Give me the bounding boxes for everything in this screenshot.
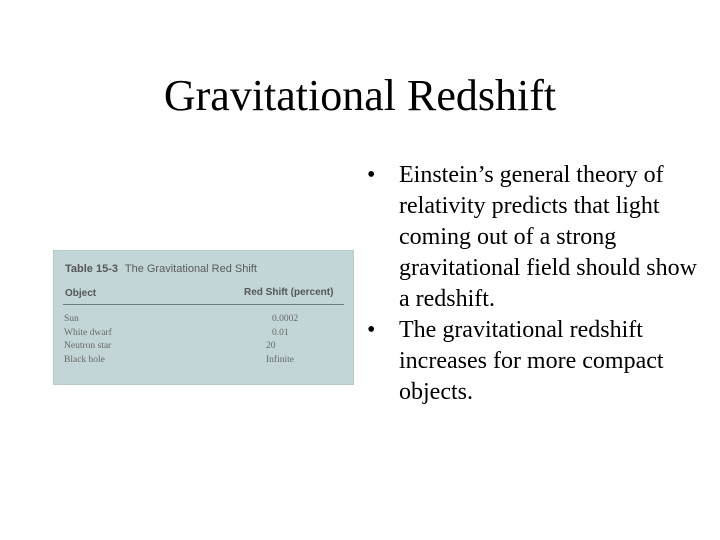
table-row — [53, 314, 354, 328]
column-header-red-shift: Red Shift (percent) — [244, 287, 334, 298]
row-object: Sun — [64, 314, 79, 324]
table-row — [53, 328, 354, 342]
row-value: Infinite — [266, 354, 294, 365]
table-caption-text: The Gravitational Red Shift — [124, 263, 257, 275]
row-object: Black hole — [64, 354, 105, 365]
row-value: 20 — [266, 341, 276, 351]
bullet-text: Einstein’s general theory of relativity predicts that light coming out of a strong gravitational field should show a redshift. — [399, 162, 697, 312]
bullet-item — [367, 315, 697, 408]
row-value: 0.01 — [272, 327, 289, 338]
bullet-list — [367, 160, 697, 408]
table-caption — [65, 263, 257, 275]
row-object: White dwarf — [64, 327, 112, 338]
row-object: Neutron star — [64, 341, 112, 351]
table-row — [53, 355, 354, 369]
table-body — [53, 314, 354, 368]
header-rule — [63, 304, 344, 305]
bullet-item — [367, 160, 697, 315]
bullet-marker: • — [367, 317, 376, 343]
table-number: Table 15-3 — [65, 263, 118, 275]
redshift-table-image — [53, 250, 354, 385]
bullet-marker: • — [367, 162, 376, 188]
bullet-text: The gravitational redshift increases for more compact objects. — [399, 317, 664, 405]
column-header-object: Object — [65, 288, 97, 299]
row-value: 0.0002 — [272, 314, 299, 324]
slide-title: Gravitational Redshift — [163, 71, 557, 120]
table-row — [53, 341, 354, 355]
